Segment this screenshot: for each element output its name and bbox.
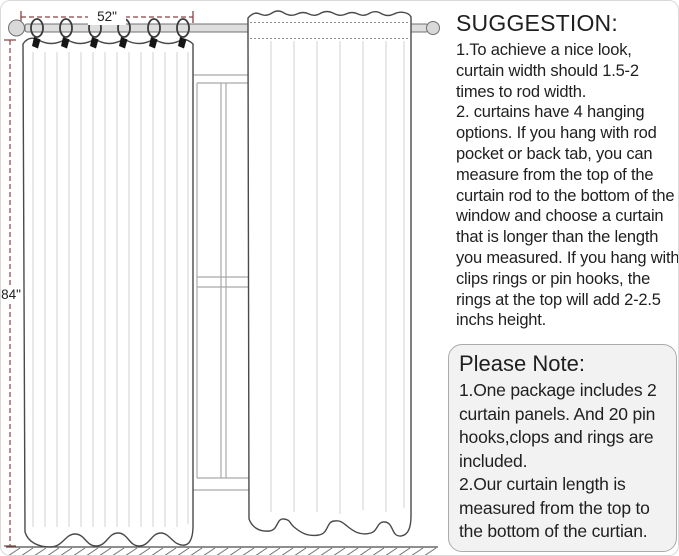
- rod-finial-left: [9, 20, 25, 36]
- suggestion-section: [456, 8, 679, 331]
- note-item-2: 2.Our curtain length is measured from the top to the bottom of the curtian.: [459, 474, 650, 541]
- suggestion-title: SUGGESTION:: [456, 10, 618, 36]
- suggestion-item-1: 1.To achieve a nice look, curtain width should 1.5-2 times to rod width.: [456, 41, 639, 101]
- floor: [6, 547, 438, 556]
- window: [188, 75, 252, 490]
- curtain-length-label: 84": [1, 287, 21, 302]
- rod-finial-right: [427, 22, 440, 35]
- floor-hatching: [8, 548, 436, 556]
- left-curtain-panel: [23, 38, 193, 547]
- right-curtain-panel: [248, 11, 411, 536]
- right-curtain: [248, 11, 411, 536]
- rod-width-label: 52": [88, 9, 126, 25]
- left-curtain: [23, 38, 193, 547]
- please-note-box: [448, 344, 677, 552]
- note-title: Please Note:: [459, 351, 585, 376]
- note-item-1: 1.One package includes 2 curtain panels. And 20 pin hooks,clops and rings are included.: [459, 380, 657, 471]
- suggestion-item-2: 2. curtains have 4 hanging options. If you hang with rod pocket or back tab, you can measure from the top of the curtain rod to the bottom of the window and choose a curtain that is longer than the length you measured. If you hang with clips rings or pin hooks, the rings at the top will add 2-2.5 inchs height.: [456, 103, 679, 330]
